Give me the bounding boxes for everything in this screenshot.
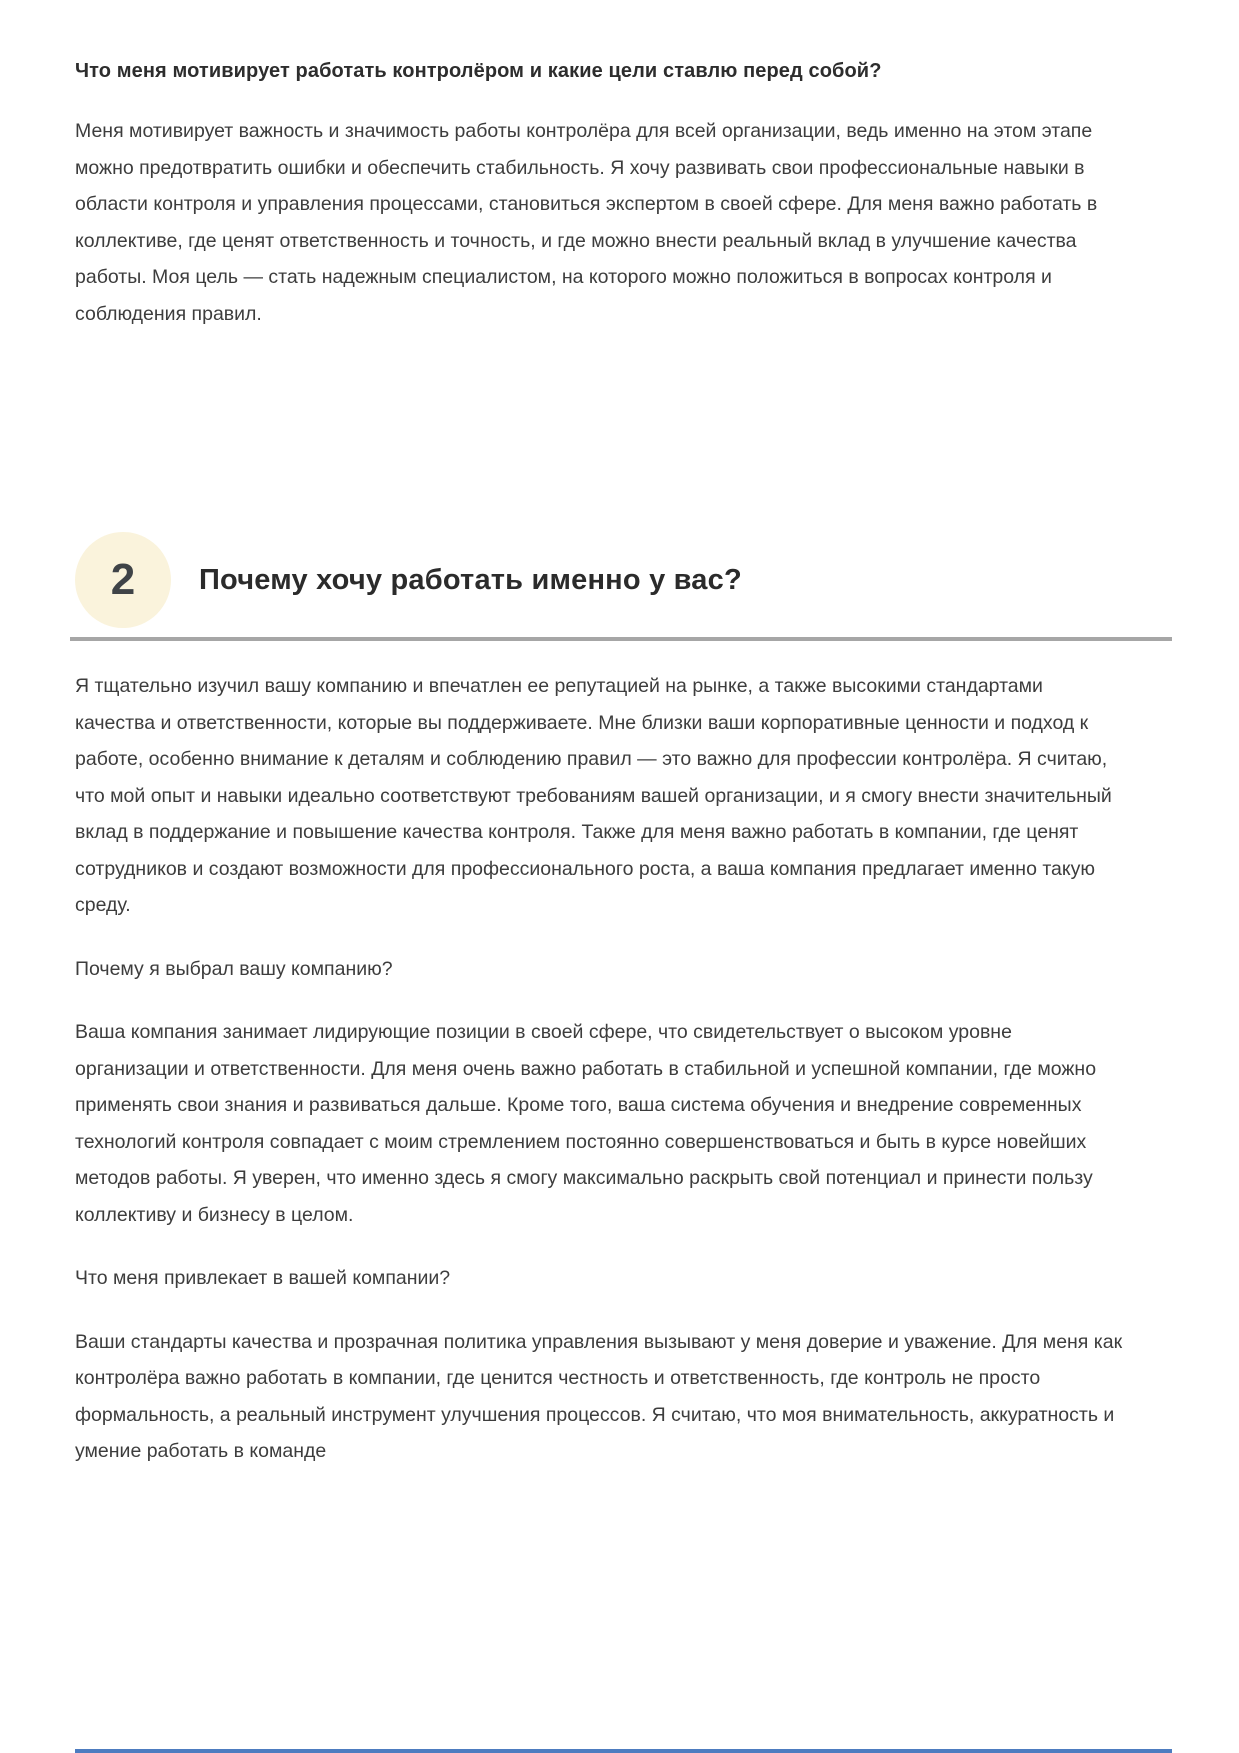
section-header [75,532,1151,628]
question-heading: Что меня мотивирует работать контролёром и какие цели ставлю перед собой? [75,60,882,82]
paragraph-company-standards: Ваши стандарты качества и прозрачная политика управления вызывают у меня доверие и уважение. Для меня как контролёра важно работать в компании, где ценится честность и ответственность, где контроль не просто формальность, а реальный инструмент улучшения процессов. Я считаю, что моя внимательность, аккуратность и умение работать в команде [75,1330,1123,1462]
paragraph-why-your-company: Я тщательно изучил вашу компанию и впечатлен ее репутацией на рынке, а также высокими стандартами качества и ответственности, которые вы поддерживаете. Мне близки ваши корпоративные ценности и подход к работе, особенно внимание к деталям и соблюдению правил — это важно для профессии контролёра. Я считаю, что мой опыт и навыки идеально соответствуют требованиям вашей организации, и я смогу внести значительный вклад в поддержание и повышение качества контроля. Также для меня важно работать в компании, где ценят сотрудников и создают возможности для профессионального роста, а ваша компания предлагает именно такую среду. [75,675,1112,916]
bottom-accent-bar [75,1749,1172,1753]
subquestion-what-attracts: Что меня привлекает в вашей компании? [75,1267,451,1289]
section-number-badge: 2 [75,532,171,628]
section-divider [70,637,1172,641]
paragraph-company-position: Ваша компания занимает лидирующие позиции в своей сфере, что свидетельствует о высоком уровне организации и ответственности. Для меня очень важно работать в стабильной и успешной компании, где можно применять свои знания и развиваться дальше. Кроме того, ваша система обучения и внедрение современных технологий контроля совпадает с моим стремлением постоянно совершенствоваться и быть в курсе новейших методов работы. Я уверен, что именно здесь я смогу максимально раскрыть свой потенциал и принести пользу коллективу и бизнесу в целом. [75,1021,1097,1226]
section-title: Почему хочу работать именно у вас? [199,563,742,596]
paragraph-motivation: Меня мотивирует важность и значимость работы контролёра для всей организации, ведь именно на этом этапе можно предотвратить ошибки и обеспечить стабильность. Я хочу развивать свои профессиональные навыки в области контроля и управления процессами, становиться экспертом в своей сфере. Для меня важно работать в коллективе, где ценят ответственность и точность, и где можно внести реальный вклад в улучшение качества работы. Моя цель — стать надежным специалистом, на которого можно положиться в вопросах контроля и соблюдения правил. [75,120,1098,325]
subquestion-why-chose: Почему я выбрал вашу компанию? [75,957,393,980]
